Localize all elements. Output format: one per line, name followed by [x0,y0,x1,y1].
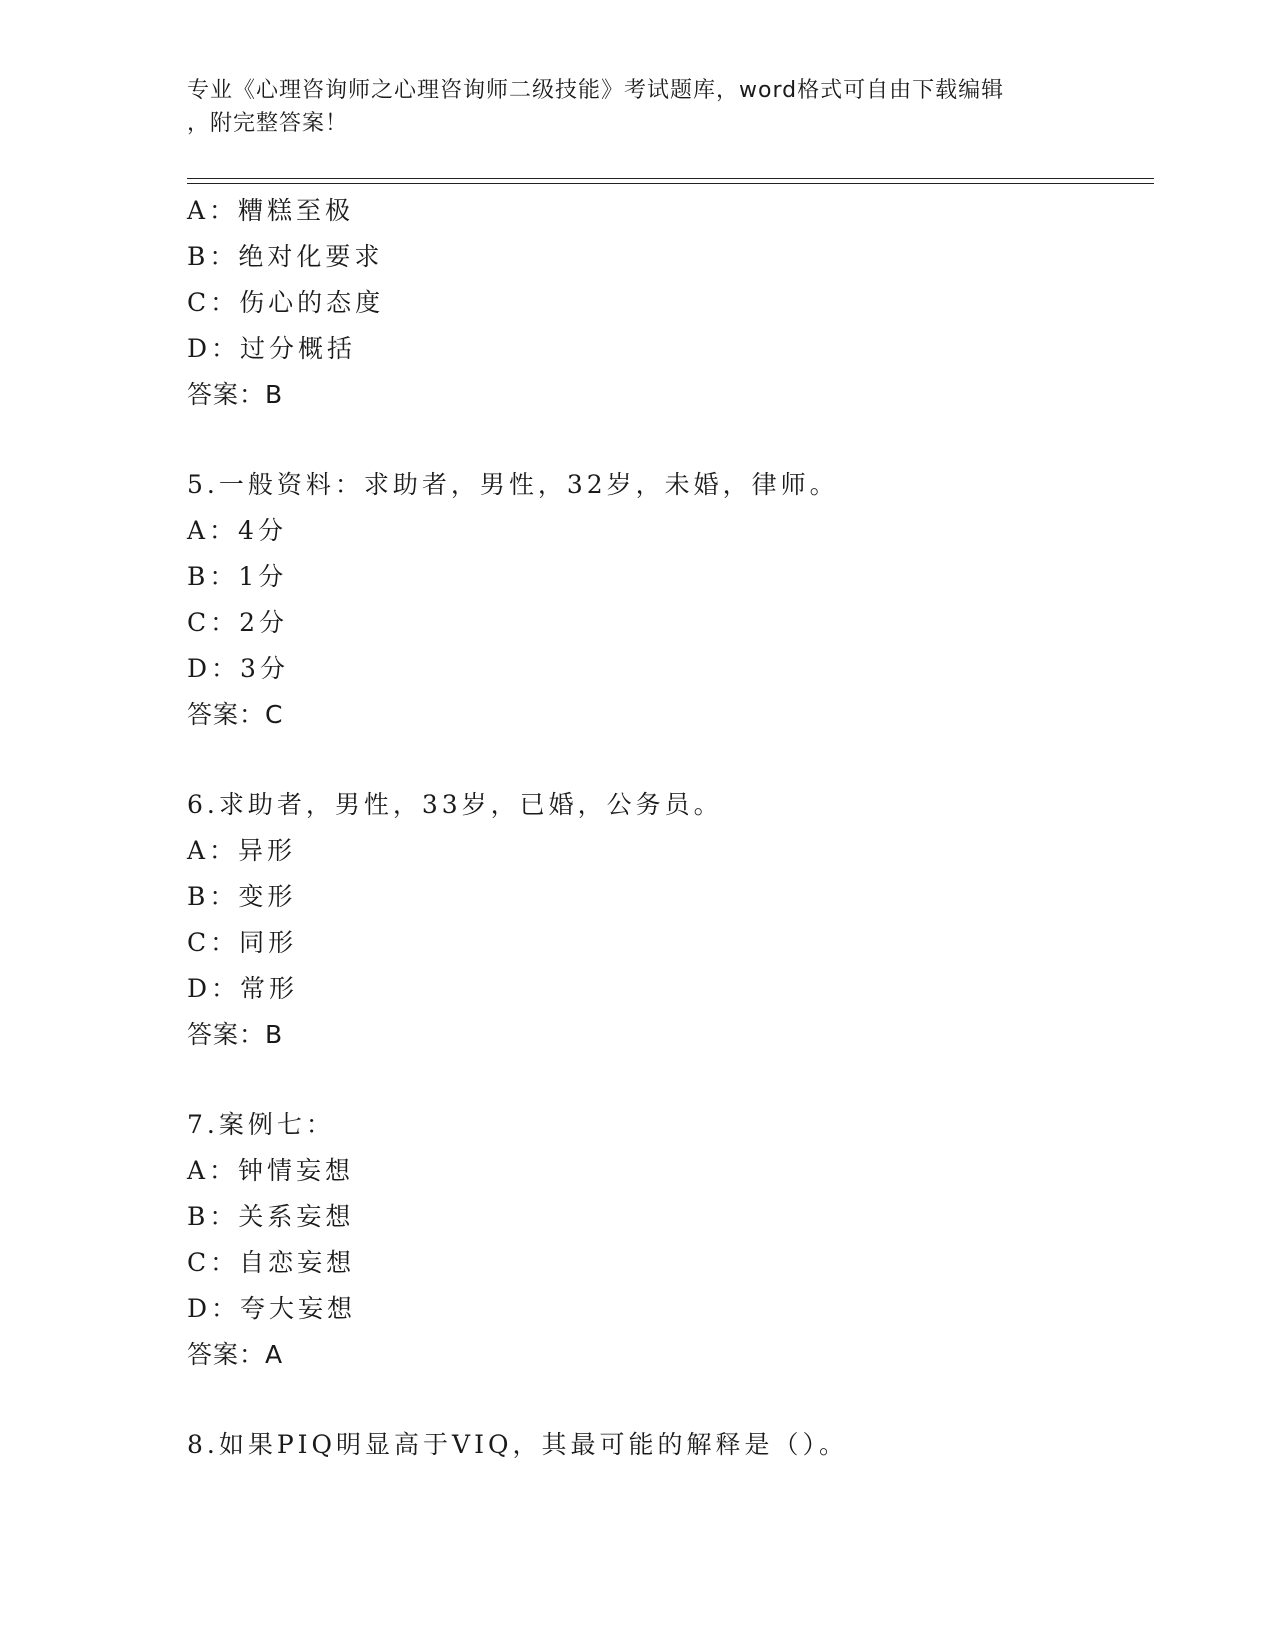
question-text: 8.如果PIQ明显高于VIQ，其最可能的解释是（）。 [187,1430,848,1459]
answer-line: 答案：A [187,1340,284,1369]
option-d: D：过分概括 [187,334,357,363]
option-c: C：伤心的态度 [187,288,385,317]
question-block [187,782,1147,1058]
question-block [187,1102,1147,1378]
question-text: 7.案例七： [187,1110,335,1139]
option-a: A：糟糕至极 [187,196,355,225]
option-c: C：2分 [187,608,289,637]
answer-line: 答案：C [187,700,284,729]
question-text: 5.一般资料：求助者，男性，32岁，未婚，律师。 [187,470,839,499]
option-b: B：关系妄想 [187,1202,355,1231]
document-header: 专业《心理咨询师之心理咨询师二级技能》考试题库，word格式可自由下载编辑 ，附完整答案！ [187,78,1005,136]
option-b: B：变形 [187,882,297,911]
option-c: C：自恋妄想 [187,1248,356,1277]
option-d: D：常形 [187,974,299,1003]
question-block [187,188,1147,418]
question-list [187,188,1147,1468]
option-d: D：3分 [187,654,289,683]
header-rule-top [187,178,1154,179]
option-c: C：同形 [187,928,298,957]
option-d: D：夸大妄想 [187,1294,357,1323]
answer-line: 答案：B [187,1020,284,1049]
question-block [187,1422,1147,1468]
question-text: 6.求助者，男性，33岁，已婚，公务员。 [187,790,723,819]
option-b: B：绝对化要求 [187,242,384,271]
option-a: A：异形 [187,836,297,865]
header-rule-bottom [187,183,1154,184]
answer-line: 答案：B [187,380,284,409]
question-block [187,462,1147,738]
option-b: B：1分 [187,562,288,591]
option-a: A：钟情妄想 [187,1156,355,1185]
option-a: A：4分 [187,516,287,545]
